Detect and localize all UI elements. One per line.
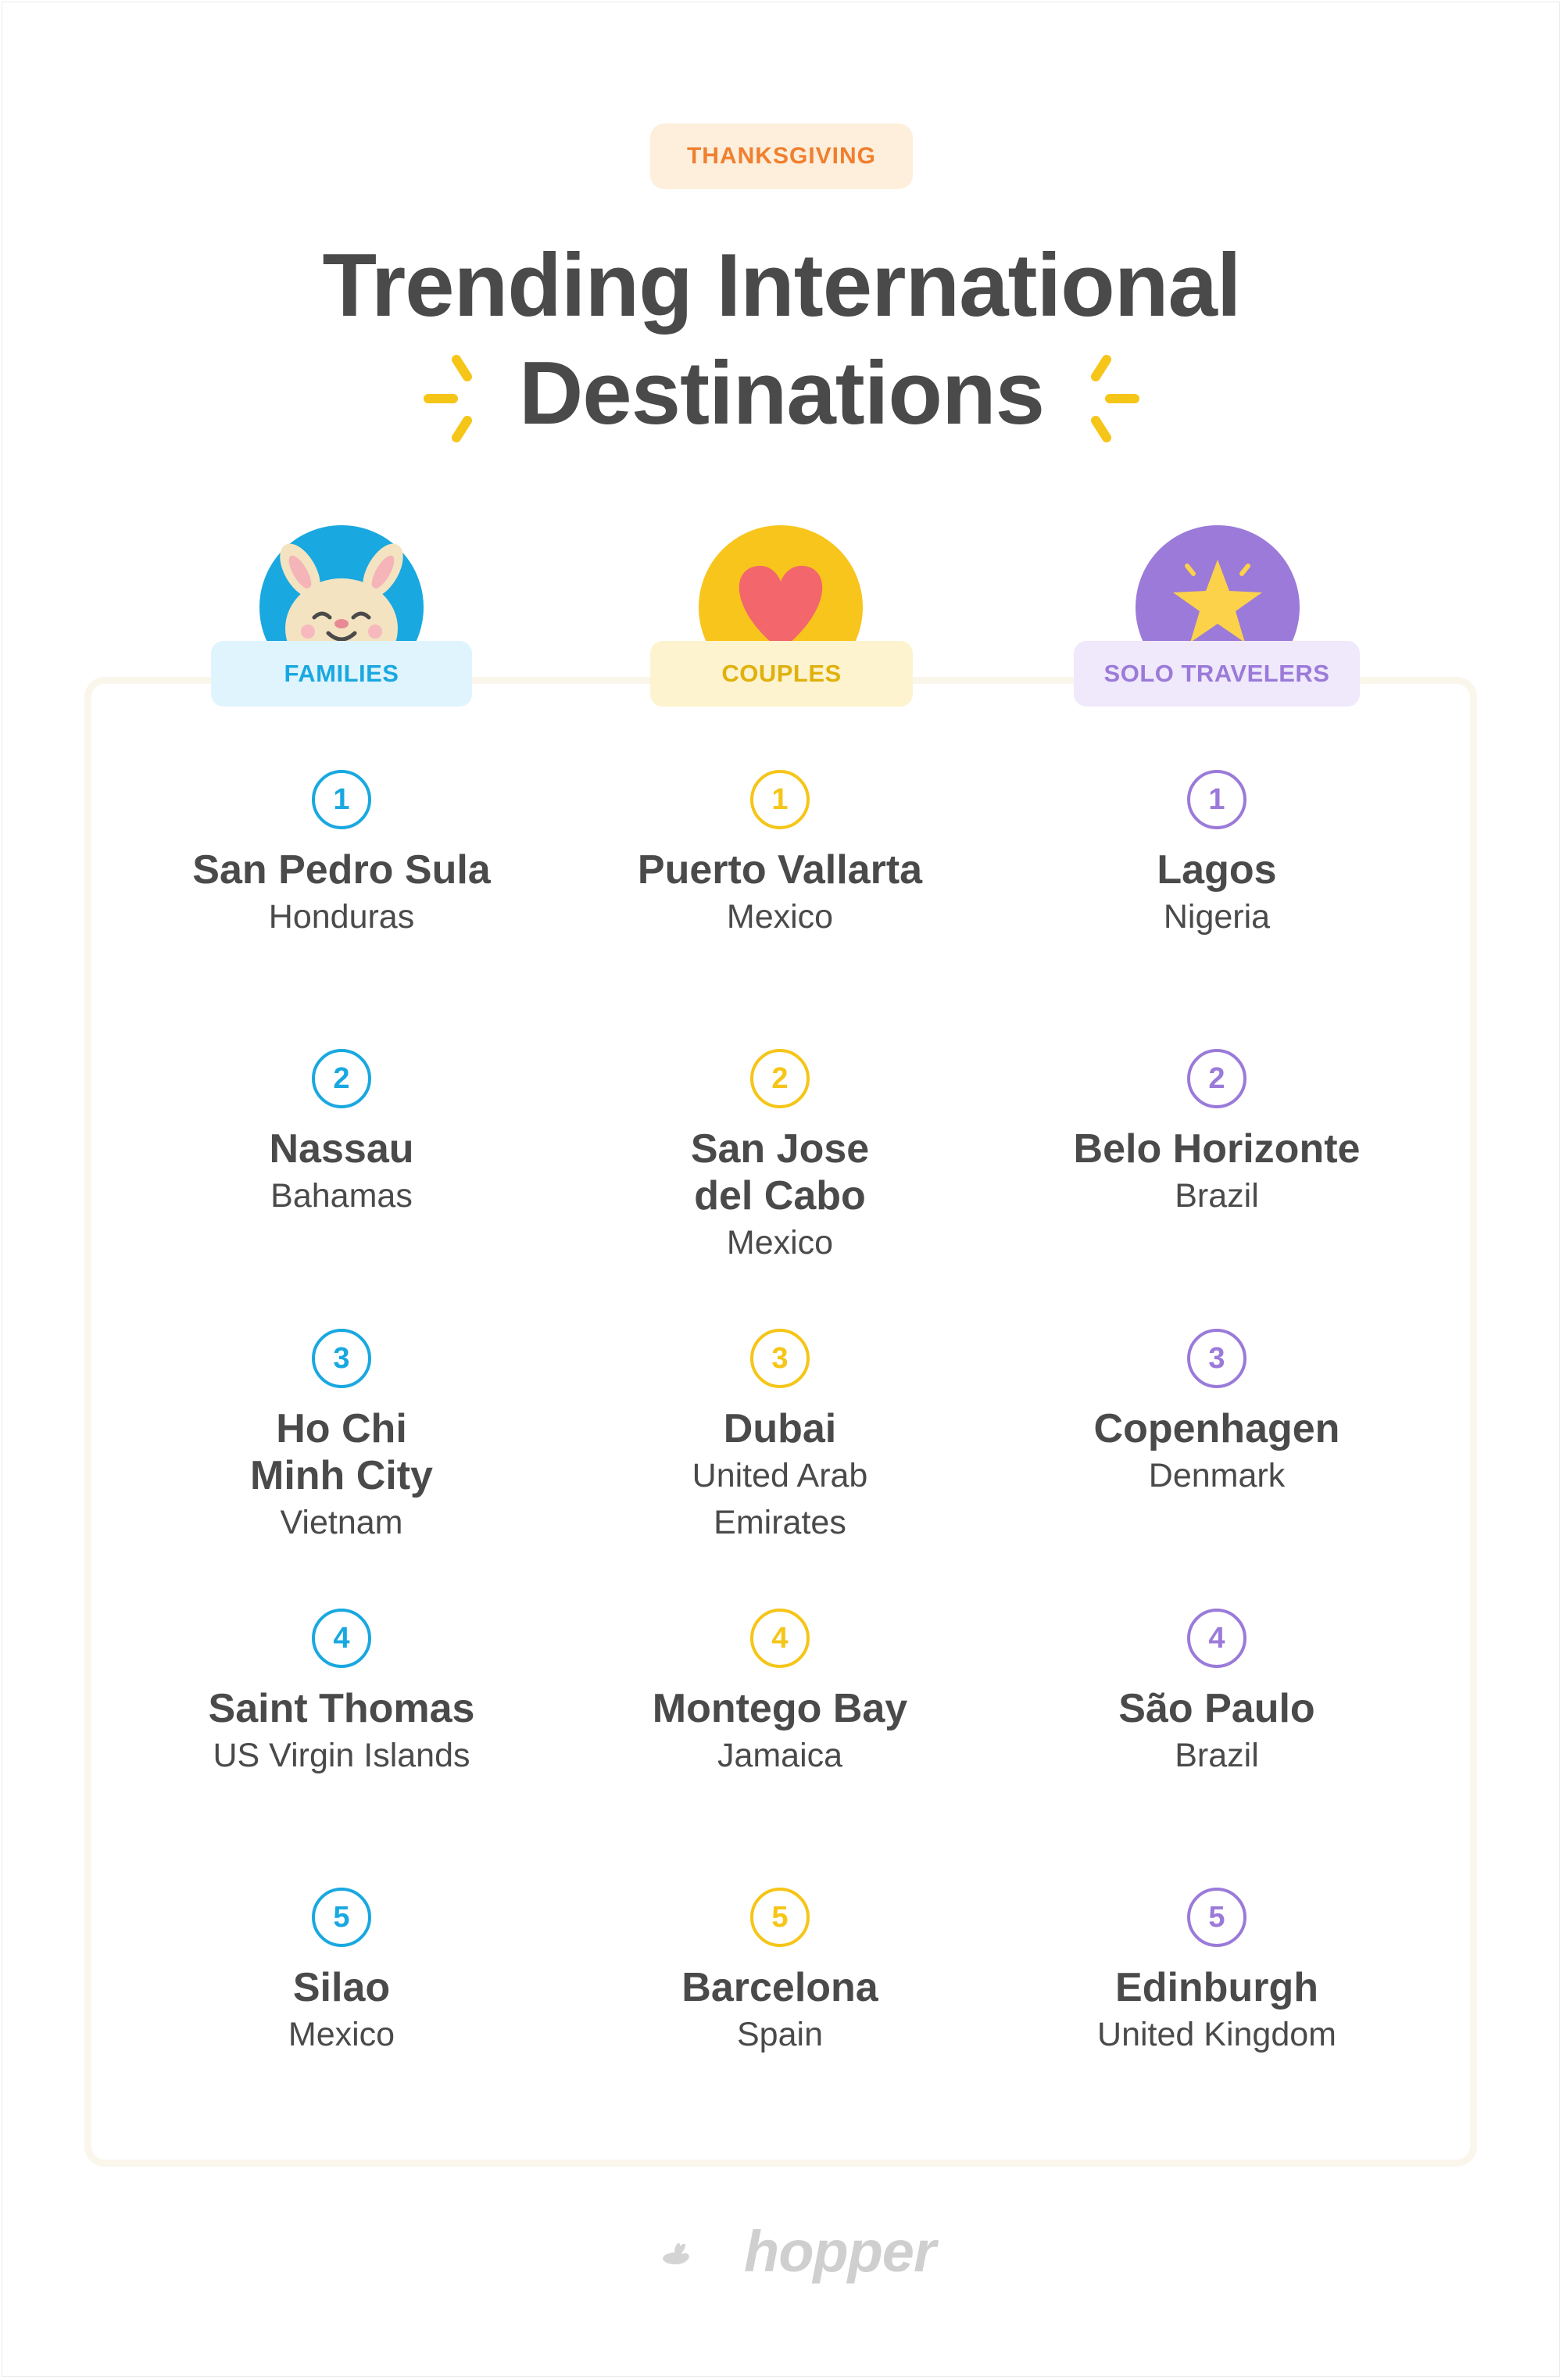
destination-city [545, 1126, 1014, 1219]
sparkle-left-icon [419, 344, 481, 453]
category-pill-couples: COUPLES [650, 641, 913, 707]
destination-city [982, 1964, 1451, 2011]
destination-entry [982, 770, 1451, 940]
rank-badge: 3 [1187, 1329, 1246, 1388]
destination-country-line: United Arab [692, 1457, 868, 1494]
destination-city-line: Barcelona [681, 1965, 878, 2010]
destination-city-line: Lagos [1157, 847, 1277, 893]
destination-country [545, 1452, 1014, 1546]
destination-city-line: Copenhagen [1093, 1406, 1340, 1451]
destination-city [545, 1405, 1014, 1452]
destination-country-line: Mexico [726, 1224, 834, 1262]
destination-entry [982, 1049, 1451, 1219]
destination-city [107, 1685, 576, 1732]
destination-country [545, 893, 1014, 940]
destination-entry [545, 1609, 1014, 1779]
destination-country-line: Vietnam [280, 1504, 403, 1541]
destination-country [107, 893, 576, 940]
destination-city [545, 846, 1014, 893]
destination-country-line: Mexico [726, 898, 834, 936]
rank-badge: 5 [750, 1888, 810, 1947]
destination-country [545, 1219, 1014, 1266]
destination-entry [107, 770, 576, 940]
destination-city-line: Belo Horizonte [1073, 1126, 1361, 1172]
destination-entry [982, 1609, 1451, 1779]
destination-city-line: Dubai [723, 1406, 837, 1451]
destination-city-line: San Jose [690, 1126, 870, 1172]
destination-entry [545, 1049, 1014, 1266]
brand-logo: hopper [744, 2219, 935, 2284]
destination-country-line: Mexico [288, 2016, 395, 2053]
destination-country [982, 1172, 1451, 1219]
destination-entry [107, 1049, 576, 1219]
rank-badge: 1 [750, 770, 810, 829]
category-tag: THANKSGIVING [650, 123, 913, 189]
destination-country-line: Honduras [268, 898, 415, 936]
destination-country [982, 1732, 1451, 1779]
destination-city [107, 1964, 576, 2011]
destination-country-line: Brazil [1175, 1737, 1259, 1774]
rank-badge: 4 [1187, 1609, 1246, 1668]
destination-city [107, 1405, 576, 1499]
destination-entry [982, 1888, 1451, 2058]
rank-badge: 2 [1187, 1049, 1246, 1108]
destination-country-line: Emirates [714, 1504, 846, 1541]
destination-country [982, 1452, 1451, 1499]
destination-city [545, 1964, 1014, 2011]
destination-city-line: São Paulo [1118, 1686, 1315, 1731]
rank-badge: 5 [1187, 1888, 1246, 1947]
destination-city-line: Nassau [269, 1126, 414, 1172]
destination-city [107, 1126, 576, 1172]
destination-country [107, 2011, 576, 2058]
rank-badge: 1 [312, 770, 371, 829]
destination-country-line: Brazil [1175, 1177, 1259, 1215]
destination-city-line: Montego Bay [652, 1686, 908, 1731]
destination-city-line: Minh City [250, 1453, 433, 1498]
rank-badge: 4 [750, 1609, 810, 1668]
destination-entry [982, 1329, 1451, 1499]
rank-badge: 2 [750, 1049, 810, 1108]
destination-entry [545, 1329, 1014, 1546]
rank-badge: 3 [750, 1329, 810, 1388]
page-title-line-2: Destinations [518, 344, 1045, 443]
destination-city-line: del Cabo [694, 1173, 866, 1219]
destination-entry [107, 1888, 576, 2058]
page-title-line-1: Trending International [322, 236, 1241, 335]
destination-country [545, 1732, 1014, 1779]
destination-country [982, 893, 1451, 940]
rank-badge: 3 [312, 1329, 371, 1388]
destination-entry [545, 1888, 1014, 2058]
destination-country-line: US Virgin Islands [213, 1737, 470, 1774]
rank-badge: 2 [312, 1049, 371, 1108]
destination-country [107, 1732, 576, 1779]
destination-city [982, 1405, 1451, 1452]
rank-badge: 1 [1187, 770, 1246, 829]
destination-country [107, 1499, 576, 1546]
destination-entry [545, 770, 1014, 940]
destination-city [982, 1685, 1451, 1732]
destination-entry [107, 1609, 576, 1779]
rank-badge: 5 [312, 1888, 371, 1947]
category-pill-families: FAMILIES [211, 641, 472, 707]
destination-city-line: San Pedro Sula [192, 847, 491, 893]
destination-city-line: Puerto Vallarta [637, 847, 923, 893]
destination-country-line: Spain [737, 2016, 823, 2053]
destination-country-line: Nigeria [1163, 898, 1271, 936]
hopper-bunny-logo-icon [660, 2220, 746, 2290]
destination-country [982, 2011, 1451, 2058]
destination-city-line: Silao [292, 1965, 391, 2010]
sparkle-right-icon [1082, 344, 1144, 453]
destination-city-line: Edinburgh [1115, 1965, 1318, 2010]
destination-city [545, 1685, 1014, 1732]
destination-city [982, 846, 1451, 893]
destination-city [107, 846, 576, 893]
destination-city-line: Saint Thomas [208, 1686, 475, 1731]
destination-city-line: Ho Chi [276, 1406, 407, 1451]
category-pill-solo-travelers: SOLO TRAVELERS [1074, 641, 1360, 707]
destination-city [982, 1126, 1451, 1172]
destination-country [107, 1172, 576, 1219]
destination-entry [107, 1329, 576, 1546]
destination-country-line: United Kingdom [1097, 2016, 1336, 2053]
destination-country-line: Jamaica [717, 1737, 843, 1774]
rank-badge: 4 [312, 1609, 371, 1668]
destination-country [545, 2011, 1014, 2058]
destination-country-line: Bahamas [270, 1177, 413, 1215]
destination-country-line: Denmark [1148, 1457, 1286, 1494]
